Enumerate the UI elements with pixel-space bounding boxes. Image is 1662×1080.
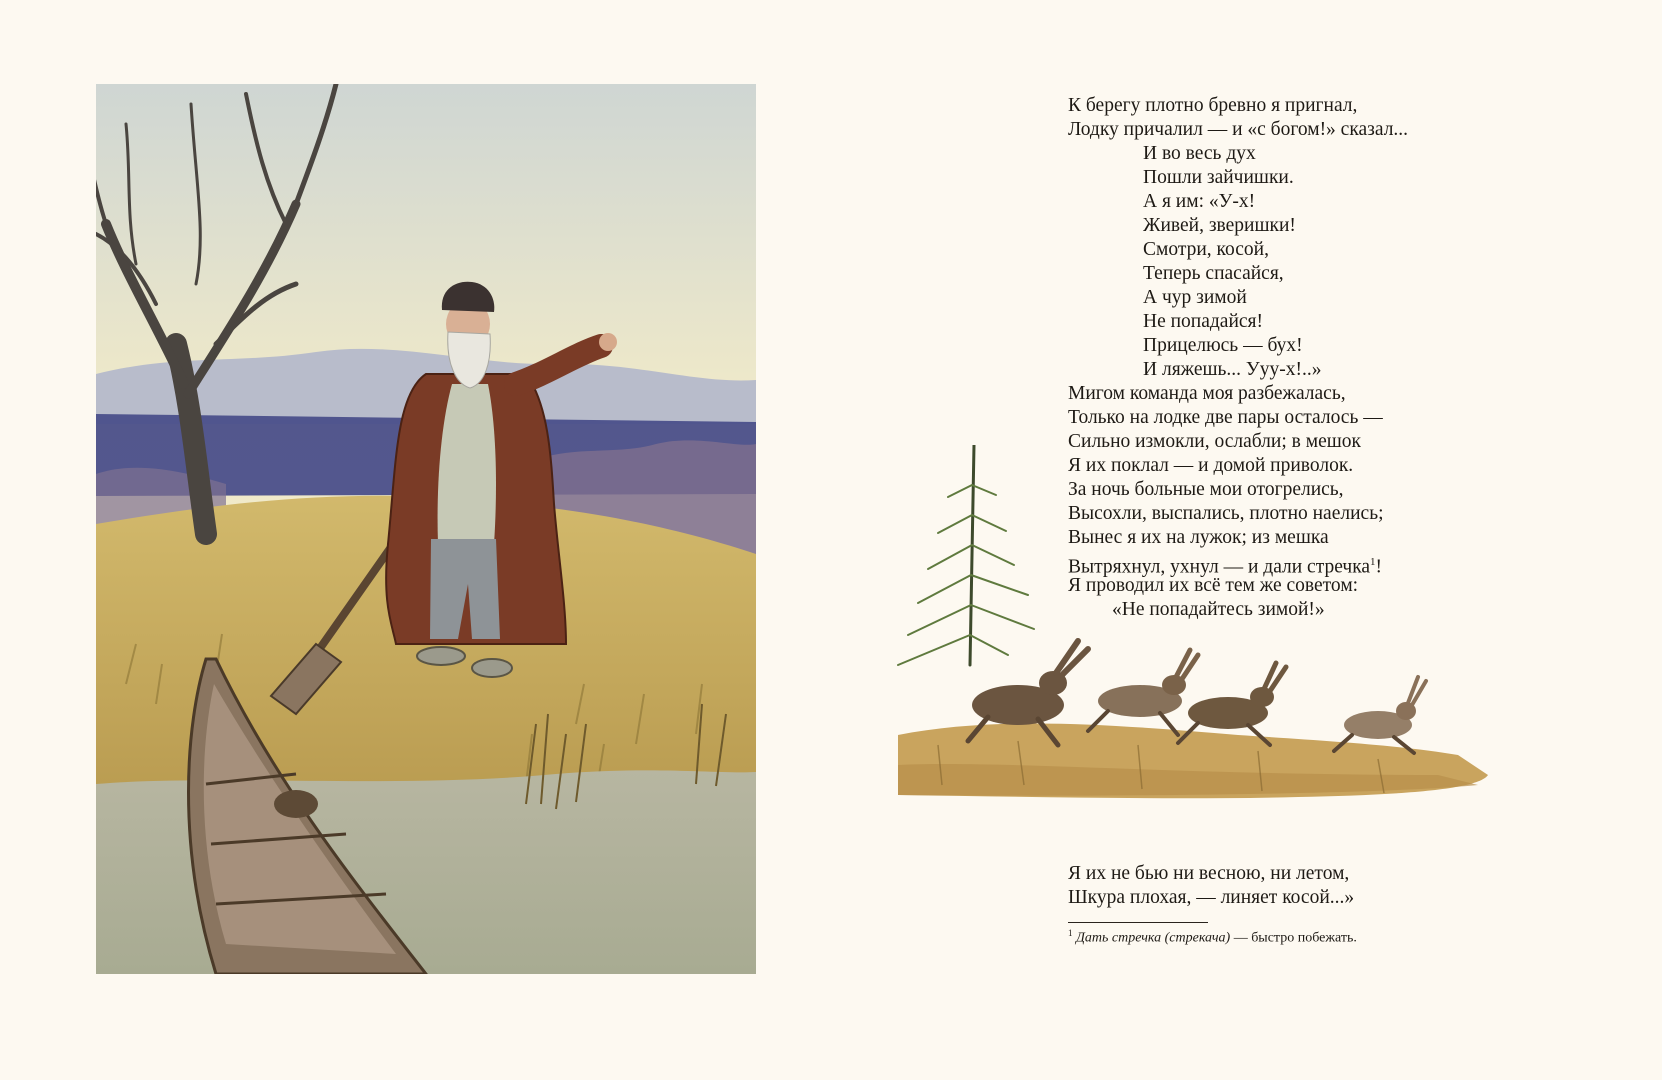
poem-line: Прицелюсь — бух! <box>1143 335 1303 356</box>
poem-line: Лодку причалил — и «с богом!» сказал... <box>1068 119 1409 140</box>
small-fir-tree <box>898 445 1034 665</box>
poem-line: И во весь дух <box>1143 143 1256 164</box>
footnote <box>1068 928 1357 947</box>
poem-text <box>1068 94 1408 622</box>
poem-line: Я их не бью ни весною, ни летом, <box>1068 863 1350 884</box>
poem-line: Вынес я их на лужок; из мешка <box>1068 527 1329 548</box>
poem-line: За ночь больные мои отогрелись, <box>1068 479 1344 500</box>
poem-line: «Не попадайтесь зимой!» <box>1112 599 1325 620</box>
poem-line: Мигом команда моя разбежалась, <box>1068 383 1346 404</box>
poem-line: Смотри, косой, <box>1143 239 1269 260</box>
poem-line: Сильно измокли, ослабли; в мешок <box>1068 431 1361 452</box>
poem-line: Пошли зайчишки. <box>1143 167 1294 188</box>
poem-line: Вытряхнул, ухнул — и дали стречка$^1$! <box>1068 556 1383 578</box>
poem-closing <box>1068 862 1354 910</box>
footnote-definition: — быстро побежать. <box>1230 930 1357 946</box>
poem-line: Я проводил их всё тем же советом: <box>1068 575 1359 596</box>
footnote-mark: 1 <box>1370 556 1376 568</box>
footnote-number: 1 <box>1068 928 1073 938</box>
poem-line: Теперь спасайся, <box>1143 263 1284 284</box>
footnote-divider <box>1068 922 1208 923</box>
poem-line: К берегу плотно бревно я пригнал, <box>1068 95 1358 116</box>
poem-line: А я им: «У-х! <box>1143 191 1256 212</box>
poem-line: Живей, зверишки! <box>1143 215 1296 236</box>
poem-line: А чур зимой <box>1143 287 1247 308</box>
hare <box>1088 650 1198 735</box>
poem-line: Шкура плохая, — линяет косой...» <box>1068 887 1355 908</box>
poem-line-text: Вытряхнул, ухнул — и дали стречка <box>1068 556 1371 578</box>
hare <box>1334 677 1426 753</box>
poem-line: И ляжешь... Ууу-х!..» <box>1143 359 1322 380</box>
poem-line: Я их поклал — и домой приволок. <box>1068 455 1354 476</box>
poem-line: Высохли, выспались, плотно наелись; <box>1068 503 1384 524</box>
poem-line: Не попадайся! <box>1143 311 1264 332</box>
poem-line: Только на лодке две пары осталось — <box>1068 407 1383 428</box>
footnote-term: Дать стречка (стрекача) <box>1076 930 1231 946</box>
illustration-old-man-with-oar <box>96 84 756 974</box>
